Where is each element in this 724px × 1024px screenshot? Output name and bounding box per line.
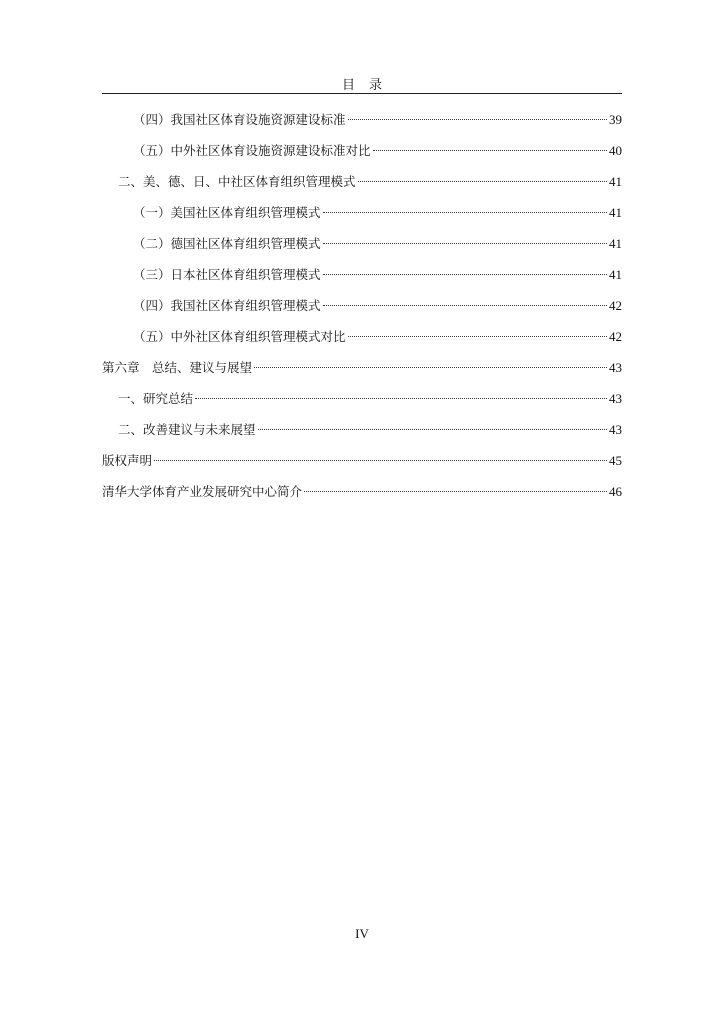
toc-dot-leader [323,274,607,275]
toc-entry[interactable] [102,135,622,166]
toc-dot-leader [323,243,607,244]
toc-entry-page-number: 43 [609,360,622,375]
toc-entry-page-number: 42 [609,329,622,344]
toc-entry[interactable] [102,166,622,197]
page-number: IV [355,926,369,941]
toc-entry-label: （三）日本社区体育组织管理模式 [133,267,321,282]
toc-entry-page-number: 43 [609,422,622,437]
toc-entry-label: （四）我国社区体育设施资源建设标准 [133,112,346,127]
toc-dot-leader [195,398,607,399]
toc-entry-page-number: 46 [609,484,622,499]
table-of-contents [102,104,622,507]
toc-entry[interactable] [102,414,622,445]
toc-dot-leader [348,119,607,120]
toc-entry-label: 第六章 总结、建议与展望 [102,360,253,375]
toc-entry-page-number: 41 [609,205,622,220]
toc-entry-label: （四）我国社区体育组织管理模式 [133,298,321,313]
toc-dot-leader [323,212,607,213]
toc-entry-label: 二、改善建议与未来展望 [118,422,256,437]
toc-entry-label: 清华大学体育产业发展研究中心简介 [102,484,303,499]
toc-dot-leader [154,460,607,461]
toc-entry[interactable] [102,321,622,352]
toc-dot-leader [373,150,607,151]
toc-dot-leader [254,367,607,368]
toc-entry[interactable] [102,352,622,383]
toc-entry[interactable] [102,104,622,135]
toc-dot-leader [358,181,607,182]
toc-entry-page-number: 41 [609,174,622,189]
toc-entry-page-number: 45 [609,453,622,468]
toc-entry-page-number: 42 [609,298,622,313]
toc-dot-leader [258,429,607,430]
page-header-title: 目录 [341,78,396,93]
toc-entry[interactable] [102,228,622,259]
toc-entry[interactable] [102,197,622,228]
toc-entry[interactable] [102,476,622,507]
toc-entry-label: 二、美、德、日、中社区体育组织管理模式 [118,174,356,189]
toc-entry-page-number: 41 [609,236,622,251]
toc-entry-page-number: 43 [609,391,622,406]
toc-dot-leader [323,305,607,306]
toc-entry-label: （二）德国社区体育组织管理模式 [133,236,321,251]
toc-entry-label: （一）美国社区体育组织管理模式 [133,205,321,220]
toc-entry[interactable] [102,445,622,476]
toc-entry-page-number: 41 [609,267,622,282]
toc-entry-label: 一、研究总结 [118,391,194,406]
toc-entry[interactable] [102,383,622,414]
toc-entry-page-number: 39 [609,112,622,127]
toc-entry-page-number: 40 [609,143,622,158]
toc-entry-label: （五）中外社区体育设施资源建设标准对比 [133,143,371,158]
toc-dot-leader [348,336,607,337]
toc-entry[interactable] [102,290,622,321]
toc-entry-label: （五）中外社区体育组织管理模式对比 [133,329,346,344]
toc-entry[interactable] [102,259,622,290]
header-divider [102,93,622,94]
toc-entry-label: 版权声明 [102,453,153,468]
toc-dot-leader [304,491,607,492]
